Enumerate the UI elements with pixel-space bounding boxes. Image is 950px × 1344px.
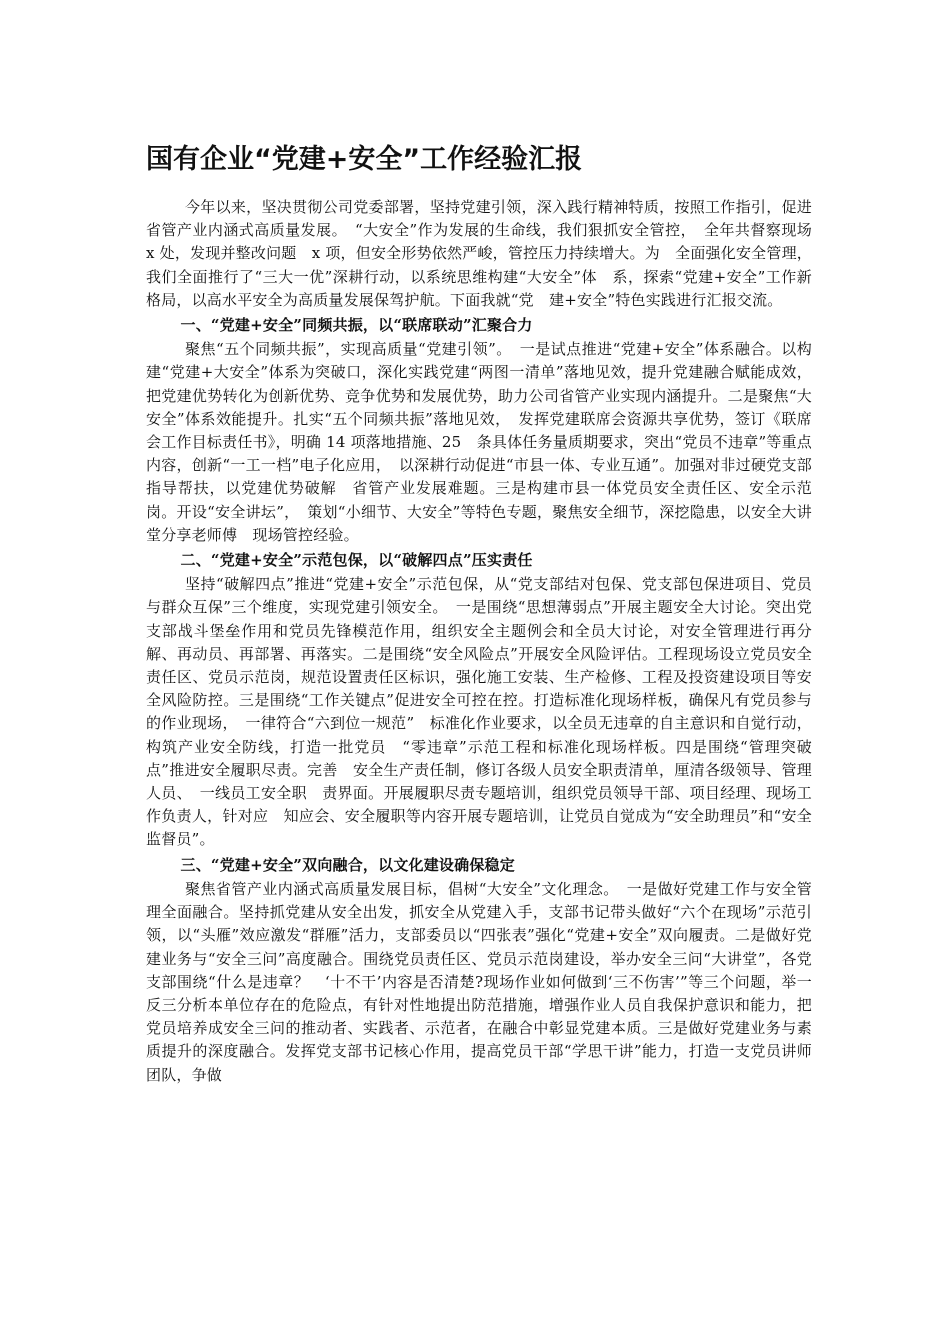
section-heading-1: 一、“党建+安全”同频共振，以“联席联动”汇聚合力 bbox=[180, 316, 533, 335]
section-heading-3: 三、“党建+安全”双向融合，以文化建设确保稳定 bbox=[180, 855, 515, 874]
intro-paragraph: 今年以来，坚决贯彻公司党委部署，坚持党建引领，深入践行精神特质，按照工作指引，促进省管产业内涵式高质量发展。 “大安全”作为发展的生命线，我们狠抓安全管控， 全年共督察现场 x 处，发现并整改问题 x 项，但安全形势依然严峻，管控压力持续增大。为 全面强化安全管理，我们全面推行了“三大一优”深耕行动，以系统思维构建“大安全”体 系，探索“党建+安全”工作新格局，以高水平安全为高质量发展保驾护航。下面我就“党 建+安全”特色实践进行汇报交流。 bbox=[146, 198, 812, 309]
section-body-1: 聚焦“五个同频共振”，实现高质量“党建引领”。 一是试点推进“党建+安全”体系融合。以构建“党建+大安全”体系为突破口，深化实践党建“两图一清单”落地见效，提升党建融合赋能成效，把党建优势转化为创新优势、竞争优势和发展优势，助力公司省管产业实现内涵提升。二是聚焦“大安全”体系效能提升。扎实“五个同频共振”落地见效， 发挥党建联席会资源共享优势，签订《联席会工作目标责任书》，明确 14 项落地措施、25 条具体任务量质期要求，突出“党员不违章”等重点内容，创新“一工一档”电子化应用， 以深耕行动促进“市县一体、专业互通”。加强对非过硬党支部指导帮扶，以党建优势破解 省管产业发展难题。三是构建市县一体党员安全责任区、安全示范岗。开设“安全讲坛”， 策划“小细节、大安全”等特色专题，聚焦安全细节，深挖隐患，以安全大讲堂分享老师傅 现场管控经验。 bbox=[146, 340, 812, 544]
document-body bbox=[146, 196, 812, 1087]
document-title: 国有企业“党建+安全”工作经验汇报 bbox=[146, 144, 583, 175]
section-body-3: 聚焦省管产业内涵式高质量发展目标，倡树“大安全”文化理念。 一是做好党建工作与安全管理全面融合。坚持抓党建从安全出发，抓安全从党建入手，支部书记带头做好“六个在现场”示范引领，以“头雁”效应激发“群雁”活力，支部委员以“四张表”强化“党建+安全”双向履责。二是做好党建业务与“安全三问”高度融合。围绕党员责任区、党员示范岗建设，举办安全三问“大讲堂”，各党支部围绕“什么是违章？ ‘十不干’内容是否清楚?现场作业如何做到‘三不伤害’”等三个问题，举一反三分析本单位存在的危险点，有针对性地提出防范措施，增强作业人员自我保护意识和能力，把党员培养成安全三问的推动者、实践者、示范者，在融合中彰显党建本质。三是做好党建业务与素质提升的深度融合。发挥党支部书记核心作用，提高党员干部“学思干讲”能力，打造一支党员讲师团队，争做 bbox=[146, 879, 812, 1084]
section-heading-2: 二、“党建+安全”示范包保，以“破解四点”压实责任 bbox=[180, 551, 533, 570]
section-body-2: 坚持“破解四点”推进“党建+安全”示范包保，从“党支部结对包保、党支部包保进项目、党员与群众互保”三个维度，实现党建引领安全。 一是围绕“思想薄弱点”开展主题安全大讨论。突出党支部战斗堡垒作用和党员先锋模范作用，组织安全主题例会和全员大讨论，对安全管理进行再分解、再动员、再部署、再落实。二是围绕“安全风险点”开展安全风险评估。工程现场设立党员安全责任区、党员示范岗，规范设置责任区标识，强化施工安装、生产检修、工程及投资建设项目等安全风险防控。三是围绕“工作关键点”促进安全可控在控。打造标准化现场样板，确保凡有党员参与的作业现场， 一律符合“六到位一规范” 标准化作业要求，以全员无违章的自主意识和自觉行动，构筑产业安全防线，打造一批党员 “零违章”示范工程和标准化现场样板。四是围绕“管理突破点”推进安全履职尽责。完善 安全生产责任制，修订各级人员安全职责清单，厘清各级领导、管理人员、 一线员工安全职 责界面。开展履职尽责专题培训，组织党员领导干部、项目经理、现场工作负责人，针对应 知应会、安全履职等内容开展专题培训，让党员自觉成为“安全助理员”和“安全监督员”。 bbox=[146, 575, 812, 849]
